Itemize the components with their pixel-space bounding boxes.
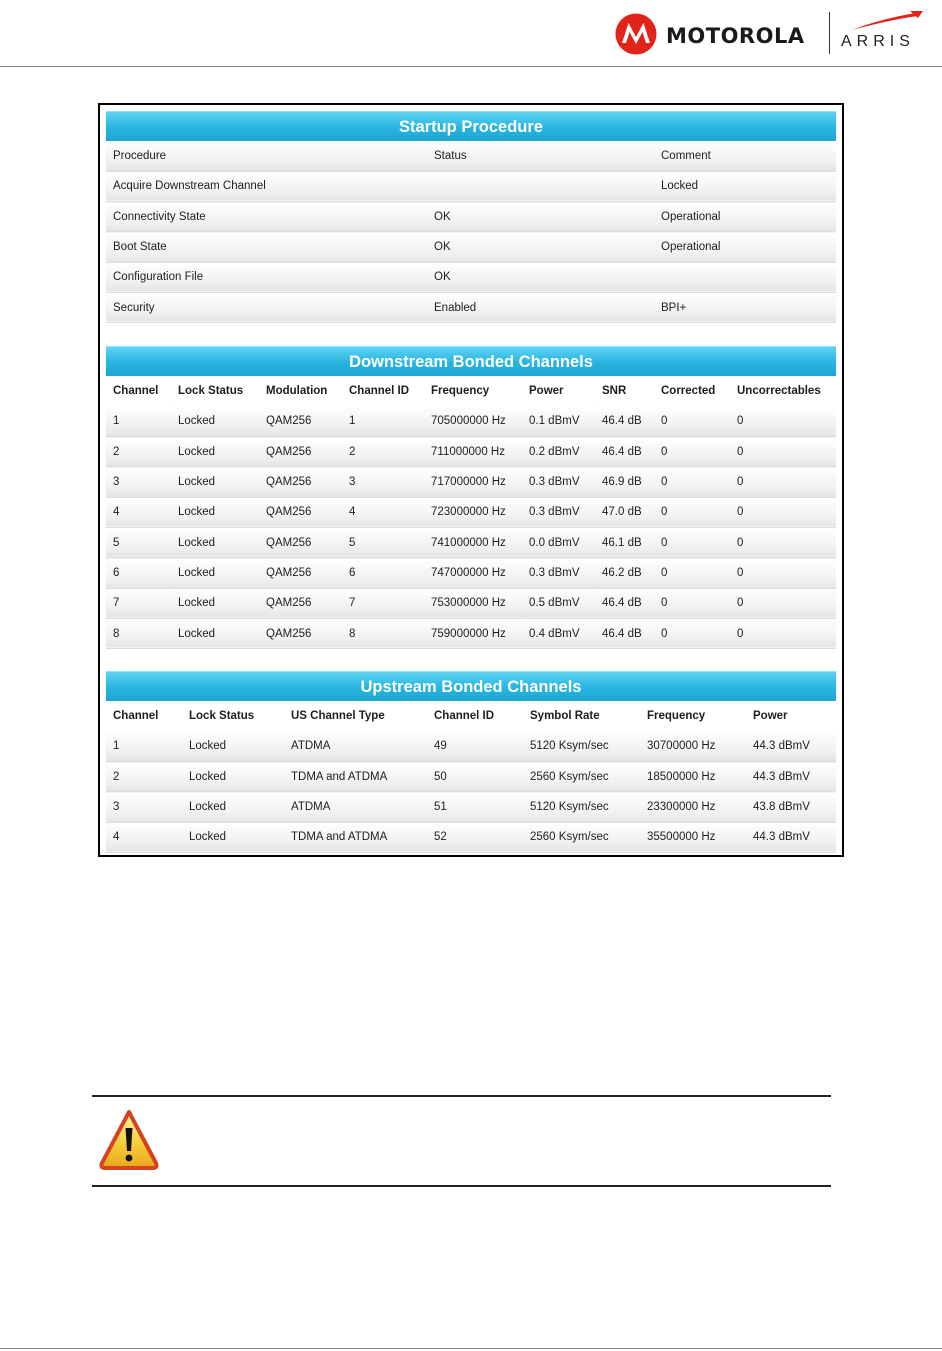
startup-procedure-title: Startup Procedure: [106, 111, 836, 141]
table-row: [106, 262, 836, 292]
table-cell: Security: [106, 292, 427, 322]
table-cell: Locked: [171, 618, 259, 648]
table-cell: 759000000 Hz: [424, 618, 522, 648]
table-cell: 0.3 dBmV: [522, 558, 595, 588]
table-cell: 30700000 Hz: [640, 731, 746, 761]
column-header: Channel ID: [427, 701, 523, 731]
table-cell: 0: [654, 527, 730, 557]
table-cell: 723000000 Hz: [424, 497, 522, 527]
table-cell: Locked: [171, 406, 259, 436]
table-cell: 705000000 Hz: [424, 406, 522, 436]
upstream-section: [106, 671, 836, 853]
warning-triangle-icon: [98, 1108, 160, 1172]
table-cell: 0: [730, 467, 836, 497]
column-header: Channel ID: [342, 376, 424, 406]
table-row: [106, 618, 836, 648]
upstream-body: [106, 701, 836, 852]
table-row: [106, 467, 836, 497]
table-cell: 0.4 dBmV: [522, 618, 595, 648]
table-cell: 18500000 Hz: [640, 762, 746, 792]
column-header: Corrected: [654, 376, 730, 406]
downstream-table: [106, 376, 836, 649]
table-cell: [654, 262, 836, 292]
table-cell: 46.1 dB: [595, 527, 654, 557]
table-cell: 753000000 Hz: [424, 588, 522, 618]
table-cell: 0: [654, 588, 730, 618]
table-cell: 49: [427, 731, 523, 761]
table-cell: 0: [654, 497, 730, 527]
table-cell: 43.8 dBmV: [746, 792, 836, 822]
table-row: [106, 527, 836, 557]
table-row: [106, 437, 836, 467]
table-cell: Locked: [171, 588, 259, 618]
table-cell: 46.4 dB: [595, 406, 654, 436]
table-cell: QAM256: [259, 588, 342, 618]
table-row: [106, 232, 836, 262]
table-cell: [427, 171, 654, 201]
brand-logo: [612, 10, 932, 60]
column-header: Frequency: [424, 376, 522, 406]
table-cell: QAM256: [259, 618, 342, 648]
table-cell: OK: [427, 232, 654, 262]
table-cell: 0.2 dBmV: [522, 437, 595, 467]
table-cell: QAM256: [259, 406, 342, 436]
table-cell: 6: [342, 558, 424, 588]
column-header: Lock Status: [182, 701, 284, 731]
downstream-header-row: [106, 376, 836, 406]
table-cell: 3: [342, 467, 424, 497]
table-cell: Locked: [171, 527, 259, 557]
column-header: Status: [427, 141, 654, 171]
table-row: [106, 202, 836, 232]
table-cell: BPI+: [654, 292, 836, 322]
table-cell: 6: [106, 558, 171, 588]
upstream-title: Upstream Bonded Channels: [106, 671, 836, 701]
table-cell: 2560 Ksym/sec: [523, 762, 640, 792]
table-cell: OK: [427, 202, 654, 232]
table-cell: Locked: [171, 497, 259, 527]
status-screenshot-figure: [98, 103, 844, 857]
table-cell: 1: [342, 406, 424, 436]
table-cell: 51: [427, 792, 523, 822]
table-cell: QAM256: [259, 467, 342, 497]
column-header: Procedure: [106, 141, 427, 171]
table-cell: 0.1 dBmV: [522, 406, 595, 436]
table-cell: 0: [654, 406, 730, 436]
table-cell: 23300000 Hz: [640, 792, 746, 822]
upstream-table: [106, 701, 836, 853]
table-row: [106, 171, 836, 201]
motorola-batwing-logo-icon: [615, 13, 657, 55]
table-cell: Locked: [171, 558, 259, 588]
table-cell: 0: [730, 618, 836, 648]
table-cell: 5120 Ksym/sec: [523, 792, 640, 822]
column-header: Lock Status: [171, 376, 259, 406]
downstream-title: Downstream Bonded Channels: [106, 346, 836, 376]
table-cell: 741000000 Hz: [424, 527, 522, 557]
table-row: [106, 822, 836, 852]
motorola-wordmark: MOTOROLA: [666, 24, 805, 48]
table-cell: Locked: [182, 822, 284, 852]
column-header: Channel: [106, 376, 171, 406]
column-header: Comment: [654, 141, 836, 171]
table-cell: Connectivity State: [106, 202, 427, 232]
caution-bottom-rule: [92, 1185, 831, 1187]
table-cell: 1: [106, 406, 171, 436]
table-cell: 46.4 dB: [595, 588, 654, 618]
table-cell: ATDMA: [284, 731, 427, 761]
table-cell: 0.0 dBmV: [522, 527, 595, 557]
table-cell: 1: [106, 731, 182, 761]
table-row: [106, 588, 836, 618]
table-row: [106, 762, 836, 792]
table-cell: TDMA and ATDMA: [284, 762, 427, 792]
table-cell: TDMA and ATDMA: [284, 822, 427, 852]
table-cell: 0: [654, 558, 730, 588]
table-cell: Enabled: [427, 292, 654, 322]
table-cell: ATDMA: [284, 792, 427, 822]
column-header: Power: [522, 376, 595, 406]
table-cell: 2: [106, 762, 182, 792]
table-cell: 2560 Ksym/sec: [523, 822, 640, 852]
table-cell: 2: [106, 437, 171, 467]
caution-top-rule: [92, 1095, 831, 1097]
table-cell: Operational: [654, 202, 836, 232]
table-cell: 44.3 dBmV: [746, 762, 836, 792]
table-cell: QAM256: [259, 527, 342, 557]
table-cell: 0: [730, 527, 836, 557]
table-cell: 747000000 Hz: [424, 558, 522, 588]
table-cell: 7: [342, 588, 424, 618]
table-cell: 46.4 dB: [595, 618, 654, 648]
table-cell: Boot State: [106, 232, 427, 262]
table-cell: 0.3 dBmV: [522, 467, 595, 497]
table-cell: Locked: [171, 437, 259, 467]
table-cell: Locked: [182, 792, 284, 822]
table-row: [106, 292, 836, 322]
table-cell: OK: [427, 262, 654, 292]
column-header: Modulation: [259, 376, 342, 406]
table-cell: Locked: [182, 731, 284, 761]
footer-divider: [0, 1348, 942, 1349]
table-cell: 0: [654, 467, 730, 497]
arris-swoosh-logo-icon: [848, 10, 924, 32]
table-cell: 44.3 dBmV: [746, 822, 836, 852]
table-cell: 8: [106, 618, 171, 648]
table-cell: 46.9 dB: [595, 467, 654, 497]
table-cell: Acquire Downstream Channel: [106, 171, 427, 201]
table-cell: 0: [730, 406, 836, 436]
table-cell: 47.0 dB: [595, 497, 654, 527]
table-row: [106, 406, 836, 436]
table-cell: Configuration File: [106, 262, 427, 292]
table-cell: 2: [342, 437, 424, 467]
table-cell: 5: [342, 527, 424, 557]
startup-procedure-table: [106, 141, 836, 323]
table-row: [106, 497, 836, 527]
table-cell: 4: [106, 822, 182, 852]
table-cell: Locked: [654, 171, 836, 201]
column-header: Uncorrectables: [730, 376, 836, 406]
upstream-header-row: [106, 701, 836, 731]
table-cell: 711000000 Hz: [424, 437, 522, 467]
table-row: [106, 731, 836, 761]
table-cell: 0: [730, 437, 836, 467]
table-cell: 0: [730, 588, 836, 618]
table-cell: QAM256: [259, 437, 342, 467]
table-cell: QAM256: [259, 558, 342, 588]
table-cell: 3: [106, 467, 171, 497]
startup-procedure-body: [106, 141, 836, 323]
table-cell: 5: [106, 527, 171, 557]
table-cell: 0: [730, 497, 836, 527]
table-row: [106, 558, 836, 588]
logo-separator: [829, 12, 830, 54]
table-cell: 7: [106, 588, 171, 618]
arris-wordmark: ARRIS: [841, 33, 915, 50]
column-header: Frequency: [640, 701, 746, 731]
column-header: Channel: [106, 701, 182, 731]
column-header: SNR: [595, 376, 654, 406]
table-cell: 4: [106, 497, 171, 527]
table-cell: 0.3 dBmV: [522, 497, 595, 527]
table-cell: 0: [654, 437, 730, 467]
table-cell: 4: [342, 497, 424, 527]
column-header: Symbol Rate: [523, 701, 640, 731]
table-cell: Locked: [182, 762, 284, 792]
header-divider: [0, 66, 942, 67]
startup-header-row: [106, 141, 836, 171]
table-cell: 5120 Ksym/sec: [523, 731, 640, 761]
table-cell: 50: [427, 762, 523, 792]
table-row: [106, 792, 836, 822]
table-cell: 8: [342, 618, 424, 648]
table-cell: Operational: [654, 232, 836, 262]
downstream-section: [106, 346, 836, 649]
table-cell: 717000000 Hz: [424, 467, 522, 497]
table-cell: 44.3 dBmV: [746, 731, 836, 761]
table-cell: 46.4 dB: [595, 437, 654, 467]
table-cell: 0: [654, 618, 730, 648]
downstream-body: [106, 376, 836, 649]
table-cell: 52: [427, 822, 523, 852]
table-cell: 0.5 dBmV: [522, 588, 595, 618]
table-cell: 3: [106, 792, 182, 822]
startup-procedure-section: [106, 111, 836, 323]
table-cell: Locked: [171, 467, 259, 497]
column-header: US Channel Type: [284, 701, 427, 731]
column-header: Power: [746, 701, 836, 731]
table-cell: QAM256: [259, 497, 342, 527]
table-cell: 35500000 Hz: [640, 822, 746, 852]
table-cell: 46.2 dB: [595, 558, 654, 588]
table-cell: 0: [730, 558, 836, 588]
